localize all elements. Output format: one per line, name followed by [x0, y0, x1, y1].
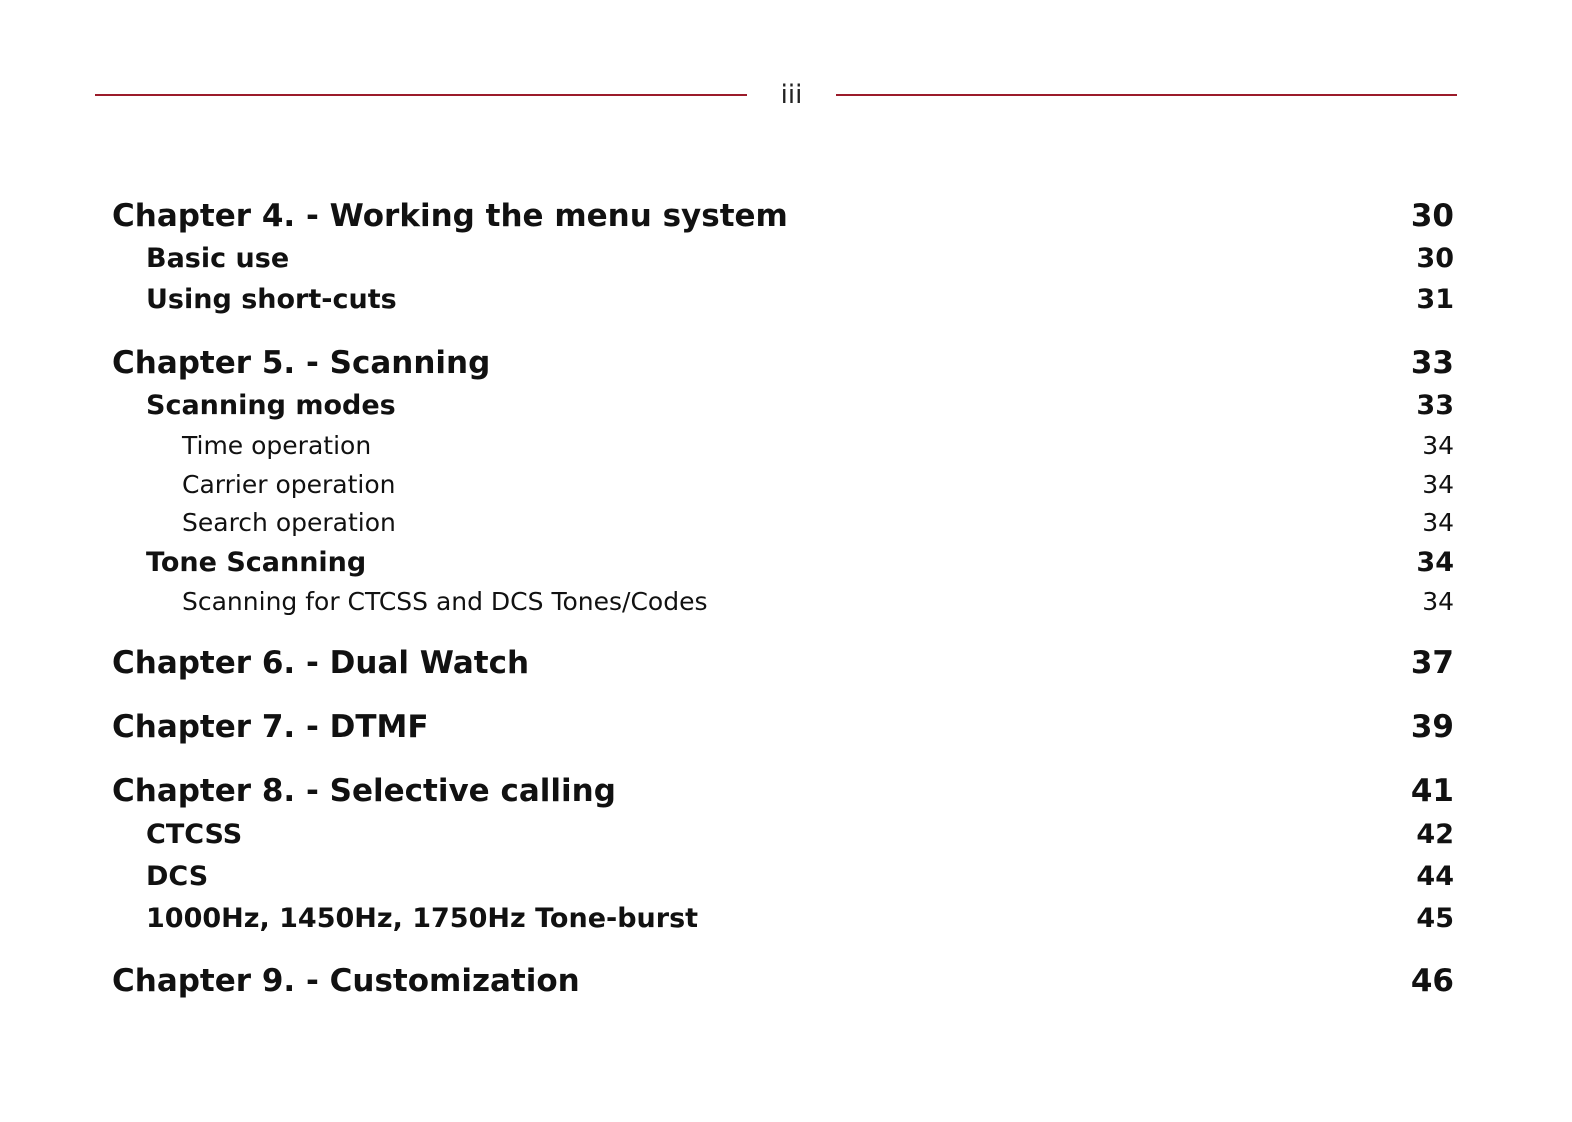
toc-entry-label: Chapter 9. - Customization	[112, 963, 580, 999]
toc-entry-page: 34	[1422, 431, 1454, 460]
toc-entry-label: Scanning for CTCSS and DCS Tones/Codes	[182, 587, 708, 616]
toc-entry-page: 30	[1410, 198, 1454, 234]
toc-entry-label: Chapter 4. - Working the menu system	[112, 198, 788, 234]
toc-entry-label: Carrier operation	[182, 470, 396, 499]
toc-entry-page: 34	[1416, 547, 1454, 578]
toc-entry-page: 30	[1416, 243, 1454, 274]
toc-entry-label: DCS	[146, 861, 209, 892]
toc-entry-page: 34	[1422, 508, 1454, 537]
page-number: iii	[780, 80, 803, 110]
toc-entry-page: 41	[1410, 773, 1454, 809]
toc-entry-page: 33	[1410, 345, 1454, 381]
toc-entry-label: Using short-cuts	[146, 284, 397, 315]
toc-entry-label: CTCSS	[146, 819, 243, 850]
toc-entry-page: 33	[1416, 390, 1454, 421]
toc-entry-page: 34	[1422, 587, 1454, 616]
toc-entry-label: Chapter 5. - Scanning	[112, 345, 491, 381]
toc-entry-page: 46	[1410, 963, 1454, 999]
toc-entry-label: Chapter 8. - Selective calling	[112, 773, 616, 809]
toc-entry-label: 1000Hz, 1450Hz, 1750Hz Tone-burst	[146, 903, 699, 934]
toc-entry-label: Chapter 6. - Dual Watch	[112, 645, 530, 681]
toc-entry-page: 37	[1410, 645, 1454, 681]
toc-entry-label: Search operation	[182, 508, 396, 537]
toc-entry-page: 42	[1416, 819, 1454, 850]
toc-entry-label: Time operation	[182, 431, 372, 460]
toc-entry-label: Basic use	[146, 243, 290, 274]
toc-entry-label: Scanning modes	[146, 390, 396, 421]
toc-entry-page: 44	[1416, 861, 1454, 892]
toc-entry-page: 34	[1422, 470, 1454, 499]
toc-entry-page: 39	[1410, 709, 1454, 745]
toc-entry-page: 31	[1416, 284, 1454, 315]
toc-entry-label: Chapter 7. - DTMF	[112, 709, 429, 745]
toc-entry-page: 45	[1416, 903, 1454, 934]
toc-entry-label: Tone Scanning	[146, 547, 367, 578]
